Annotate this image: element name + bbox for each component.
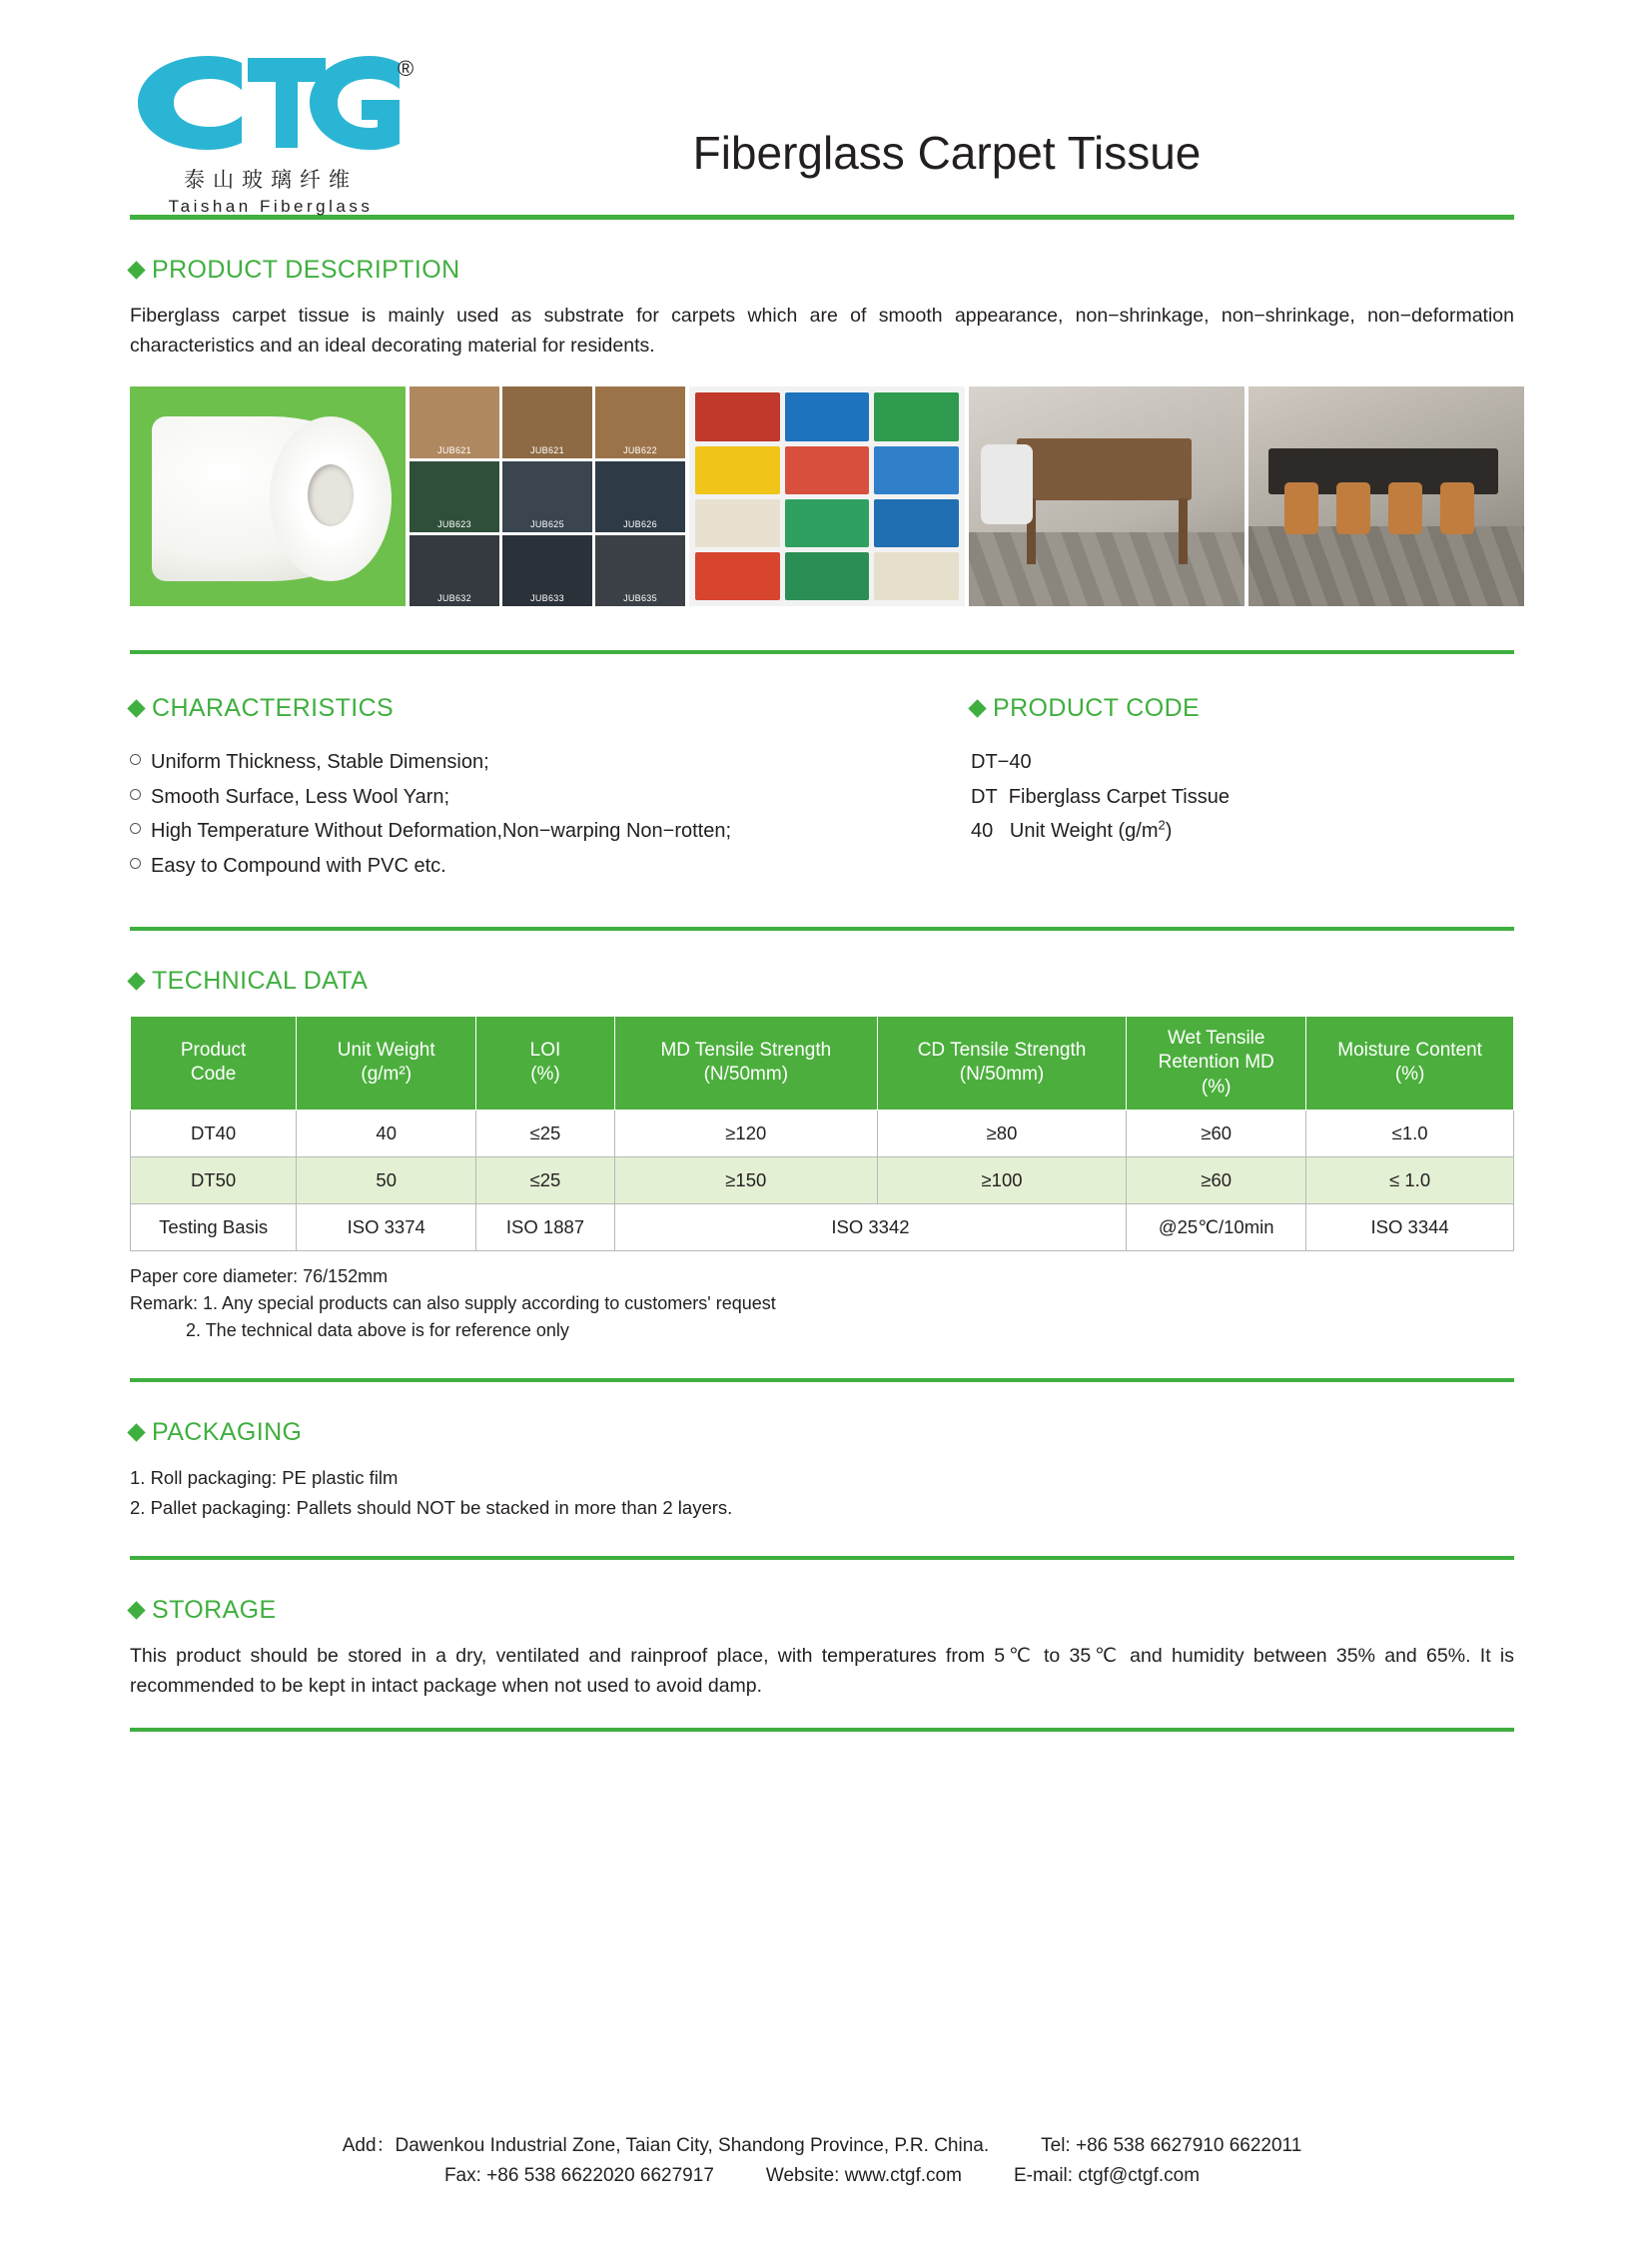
list-item: Smooth Surface, Less Wool Yarn; (130, 780, 919, 814)
swatch: JUB633 (502, 535, 592, 606)
diamond-bullet-icon (127, 700, 145, 718)
technical-data-section (0, 931, 1652, 1344)
product-image-strip (130, 386, 1514, 606)
col-unit-weight: Unit Weight (g/m²) (297, 1017, 476, 1111)
page-title: Fiberglass Carpet Tissue (692, 127, 1202, 179)
diamond-bullet-icon (968, 700, 986, 718)
ring-bullet-icon (130, 789, 141, 800)
footer-website: Website: www.ctgf.com (765, 2164, 962, 2186)
technical-notes (130, 1263, 1514, 1344)
section-header-product-code (971, 694, 1514, 723)
footer-fax: Fax: +86 538 6622020 6627917 (443, 2164, 714, 2186)
divider-footer (130, 1728, 1514, 1732)
section-title: STORAGE (152, 1596, 277, 1625)
characteristics-list (130, 745, 919, 883)
section-title: PRODUCT DESCRIPTION (152, 256, 460, 284)
section-header-characteristics (130, 694, 919, 723)
footer-row-2 (130, 2161, 1514, 2190)
col-product-code: Product Code (131, 1017, 297, 1111)
col-moisture: Moisture Content (%) (1306, 1017, 1514, 1111)
ctg-logo-icon (130, 48, 405, 158)
col-loi: LOI (%) (476, 1017, 615, 1111)
product-code-list (971, 745, 1514, 848)
col-cd-tensile: CD Tensile Strength (N/50mm) (877, 1017, 1126, 1111)
col-md-tensile: MD Tensile Strength (N/50mm) (614, 1017, 877, 1111)
ring-bullet-icon (130, 858, 141, 869)
product-description-section (0, 220, 1652, 606)
table-header-row (131, 1017, 1514, 1111)
table-row: DT40 40 ≤25 ≥120 ≥80 ≥60 ≤1.0 (131, 1110, 1514, 1156)
note-remark-1: Remark: 1. Any special products can also supply according to customers' request (130, 1292, 776, 1313)
list-item: 2. Pallet packaging: Pallets should NOT be stacked in more than 2 layers. (130, 1496, 733, 1518)
section-title: PACKAGING (152, 1417, 303, 1446)
section-header-technical-data (130, 967, 1514, 996)
characteristics-column (130, 694, 919, 883)
swatch: JUB625 (502, 461, 592, 532)
product-code-value: DT−40 (971, 751, 1032, 774)
technical-data-table (130, 1016, 1514, 1251)
section-header-packaging (130, 1418, 1514, 1447)
note-remark-2: 2. The technical data above is for reference only (186, 1319, 569, 1340)
image-office-desk (969, 386, 1244, 606)
image-fiberglass-roll (130, 386, 406, 606)
image-conference-room (1248, 386, 1524, 606)
list-item: High Temperature Without Deformation,Non−warping Non−rotten; (130, 814, 919, 848)
image-color-panels (689, 386, 965, 606)
footer-row-1 (130, 2131, 1514, 2160)
note-core-diameter: Paper core diameter: 76/152mm (130, 1265, 389, 1286)
ring-bullet-icon (130, 823, 141, 834)
page-header (0, 0, 1652, 215)
col-wet-tensile: Wet Tensile Retention MD (%) (1127, 1017, 1306, 1111)
swatch: JUB632 (410, 535, 499, 606)
packaging-section (0, 1382, 1652, 1522)
page-footer (130, 2131, 1514, 2190)
diamond-bullet-icon (127, 972, 145, 990)
ring-bullet-icon (130, 754, 141, 765)
storage-text: This product should be stored in a dry, ventilated and rainproof place, with temperatures from 5℃ to 35℃ and humidity between 35% and 65%. It is recommended to be kept in intact package when not used to avoid damp. (130, 1645, 1514, 1698)
storage-section (0, 1560, 1652, 1701)
footer-tel: Tel: +86 538 6627910 6622011 (1041, 2135, 1302, 2157)
company-logo (130, 48, 429, 217)
diamond-bullet-icon (127, 1423, 145, 1441)
characteristics-and-code-section (0, 654, 1652, 883)
diamond-bullet-icon (127, 261, 145, 279)
registered-mark: ® (398, 56, 414, 81)
swatch: JUB622 (595, 386, 685, 457)
section-title: CHARACTERISTICS (152, 694, 395, 723)
swatch: JUB626 (595, 461, 685, 532)
list-item: Uniform Thickness, Stable Dimension; (130, 745, 919, 779)
product-code-line2: 40 Unit Weight $(g/m^2)$ (971, 817, 1173, 843)
image-carpet-swatches (410, 386, 685, 606)
product-description-text: Fiberglass carpet tissue is mainly used as substrate for carpets which are of smooth appearance, non−shrinkage, non−shrinkage, non−deformation characteristics and an ideal decorating material for residents. (130, 305, 1514, 358)
section-title: TECHNICAL DATA (152, 967, 369, 995)
table-row: DT50 50 ≤25 ≥150 ≥100 ≥60 ≤ 1.0 (131, 1156, 1514, 1203)
logo-chinese-name: 泰山玻璃纤维 (184, 169, 358, 192)
swatch: JUB623 (410, 461, 499, 532)
diamond-bullet-icon (127, 1601, 145, 1619)
logo-english-name: Taishan Fiberglass (168, 197, 374, 216)
list-item: 1. Roll packaging: PE plastic film (130, 1466, 399, 1488)
swatch: JUB621 (410, 386, 499, 457)
swatch: JUB635 (595, 535, 685, 606)
product-code-line1: DT Fiberglass Carpet Tissue (971, 785, 1230, 808)
packaging-list (130, 1463, 1514, 1522)
logo-mark (130, 48, 414, 158)
footer-address: Add：Dawenkou Industrial Zone, Taian City, Shandong Province, P.R. China. (342, 2135, 990, 2157)
section-header-storage (130, 1596, 1514, 1625)
footer-email: E-mail: ctgf@ctgf.com (1013, 2164, 1201, 2186)
section-header-product-description (130, 256, 1514, 285)
product-code-column (919, 694, 1514, 883)
list-item: Easy to Compound with PVC etc. (130, 849, 919, 883)
swatch: JUB621 (502, 386, 592, 457)
section-title: PRODUCT CODE (993, 694, 1201, 723)
table-row-testing-basis: Testing Basis ISO 3374 ISO 1887 ISO 3342 @25℃/10min ISO 3344 (131, 1203, 1514, 1250)
